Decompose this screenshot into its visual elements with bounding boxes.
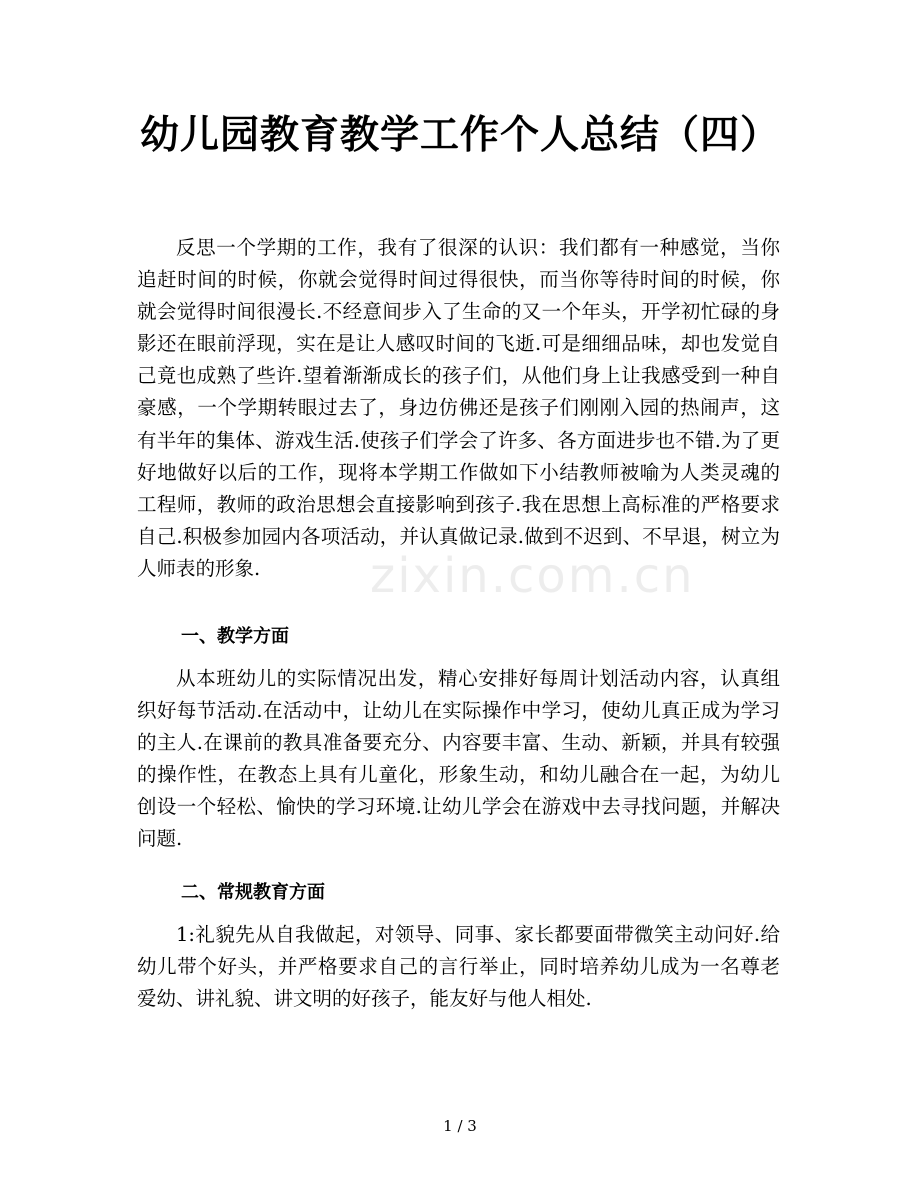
intro-paragraph: 反思一个学期的工作，我有了很深的认识：我们都有一种感觉，当你追赶时间的时候，你就会觉得时间过得很快，而当你等待时间的时候，你就会觉得时间很漫长.不经意间步入了生命的又一个年头，开学初忙碌的身影还在眼前浮现，实在是让人感叹时间的飞逝.可是细细品味，却也发觉自己竟也成熟了些许.望着渐渐成长的孩子们，从他们身上让我感受到一种自豪感，一个学期转眼过去了，身边仿佛还是孩子们刚刚入园的热闹声，这有半年的集体、游戏生活.使孩子们学会了许多、各方面进步也不错.为了更好地做好以后的工作，现将本学期工作做如下小结教师被喻为人类灵魂的工程师，教师的政治思想会直接影响到孩子.我在思想上高标准的严格要求自己.积极参加园内各项活动，并认真做记录.做到不迟到、不早退，树立为人师表的形象.	[137, 236, 780, 580]
page-number: 1 / 3	[443, 1117, 477, 1135]
document-title: 幼儿园教育教学工作个人总结（四）	[139, 112, 780, 158]
section-paragraph-routine: 1:礼貌先从自我做起，对领导、同事、家长都要面带微笑主动问好.给幼儿带个好头，并严格要求自己的言行举止，同时培养幼儿成为一名尊老爱幼、讲礼貌、讲文明的好孩子，能友好与他人相处.	[137, 923, 780, 1011]
section-paragraph-teaching: 从本班幼儿的实际情况出发，精心安排好每周计划活动内容，认真组织好每节活动.在活动中，让幼儿在实际操作中学习，使幼儿真正成为学习的主人.在课前的教具准备要充分、内容要丰富、生动、新颖，并具有较强的操作性，在教态上具有儿童化，形象生动，和幼儿融合在一起，为幼儿创设一个轻松、愉快的学习环境.让幼儿学会在游戏中去寻找问题，并解决问题.	[137, 667, 780, 851]
section-heading-routine: 二、常规教育方面	[181, 882, 325, 903]
section-heading-teaching: 一、教学方面	[181, 626, 289, 647]
watermark: zixin.com.cn	[370, 548, 695, 604]
